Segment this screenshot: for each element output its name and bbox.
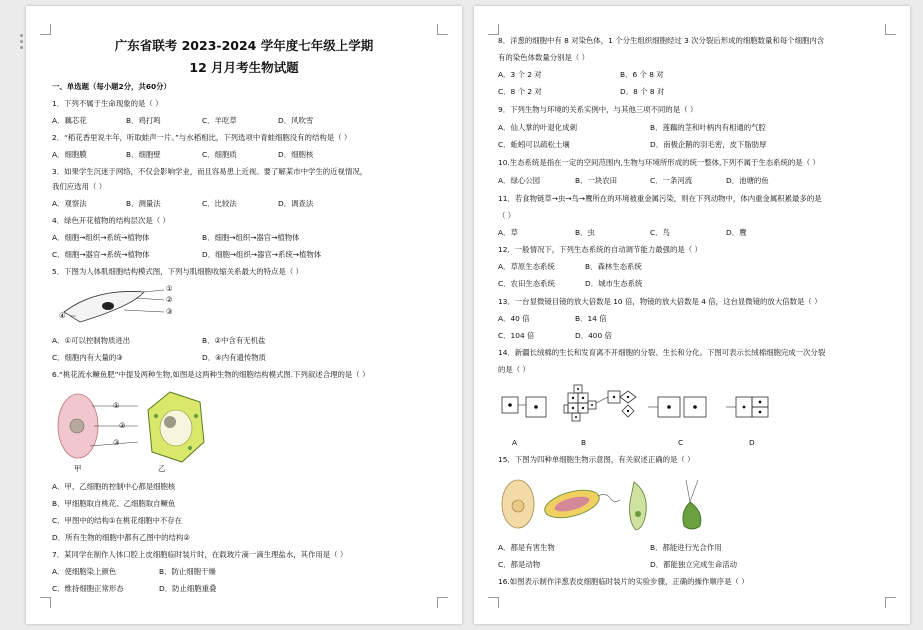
option: D．南极企鹅的羽毛密，皮下脂肪厚 bbox=[650, 140, 767, 149]
diagram-label: ② bbox=[119, 421, 126, 430]
option: B．14 倍 bbox=[575, 314, 607, 323]
option: A．仙人掌的叶退化成刺 bbox=[498, 123, 577, 132]
question-stem: 1．下列不属于生命现象的是（ ） bbox=[52, 99, 163, 108]
option: B．莲藕的茎和叶柄内有相通的气腔 bbox=[650, 123, 766, 132]
option: C．农田生态系统 bbox=[498, 279, 555, 288]
muscle-cell-diagram bbox=[56, 282, 166, 330]
option: B．甲细胞取自桃花、乙细胞取自鳜鱼 bbox=[52, 499, 176, 508]
diagram-label: D bbox=[749, 438, 755, 447]
option: D．④内有遗传物质 bbox=[202, 353, 267, 362]
option: A．草原生态系统 bbox=[498, 262, 555, 271]
question-stem: 5．下图为人体肌细胞结构模式图，下列与肌细胞收缩关系最大的特点是（ ） bbox=[52, 267, 303, 276]
diagram-label: ② bbox=[166, 295, 173, 304]
question-stem: 13．一台显微镜目镜的放大倍数是 10 倍，物镜的放大倍数是 4 倍，这台显微镜的放大倍数是（ ） bbox=[498, 297, 822, 306]
option: C．细胞内有大量的③ bbox=[52, 353, 123, 362]
corner-mark bbox=[40, 24, 51, 35]
question-stem: 14．新疆长绒棉的生长和发育离不开细胞的分裂、生长和分化。下图可表示长绒棉细胞完成一次分裂 bbox=[498, 348, 826, 357]
option: D．鹰 bbox=[726, 228, 747, 237]
option: D．400 倍 bbox=[575, 331, 612, 340]
option: D．细胞核 bbox=[278, 150, 314, 159]
option: A．使细胞染上颜色 bbox=[52, 567, 117, 576]
question-stem: 12．一般情况下，下列生态系统的自动调节能力最强的是（ ） bbox=[498, 245, 702, 254]
option: B．②中含有无机盐 bbox=[202, 336, 266, 345]
diagram-label: C bbox=[678, 438, 684, 447]
option: C．细胞质 bbox=[202, 150, 237, 159]
option: A．40 倍 bbox=[498, 314, 530, 323]
corner-mark bbox=[488, 597, 499, 608]
cell-division-diagram bbox=[498, 381, 788, 427]
section-heading: 一、单选题（每小题2分，共60分） bbox=[52, 82, 171, 91]
diagram-label: ④ bbox=[59, 311, 66, 320]
option: A．都是有害生物 bbox=[498, 543, 555, 552]
corner-mark bbox=[40, 597, 51, 608]
option: A．观察法 bbox=[52, 199, 87, 208]
option: C．维持细胞正常形态 bbox=[52, 584, 124, 593]
option: A．草 bbox=[498, 228, 518, 237]
option: A．细胞膜 bbox=[52, 150, 87, 159]
option: C．比较法 bbox=[202, 199, 237, 208]
single-cell-organisms-diagram bbox=[498, 472, 728, 536]
question-stem: 2．“稻花香里说丰年，听取蛙声一片。”与水稻相比，下列选项中青蛙细胞没有的结构是（ ） bbox=[52, 133, 352, 142]
question-stem: 3．如果学生沉迷于网络，不仅会影响学业，而且容易患上近视。要了解某市中学生的近视情况， bbox=[52, 167, 368, 176]
option: D．风吹雪 bbox=[278, 116, 314, 125]
option: C．细胞→器官→系统→植物体 bbox=[52, 250, 150, 259]
question-stem: 15．下图为四种单细胞生物示意图，有关叙述正确的是（ ） bbox=[498, 455, 695, 464]
option: D．池塘的鱼 bbox=[726, 176, 769, 185]
question-stem: 6.“桃花流水鳜鱼肥”中提及两种生物,如图是这两种生物的细胞结构模式图.下列叙述合理的是（ ） bbox=[52, 370, 370, 379]
corner-mark bbox=[885, 597, 896, 608]
option: D．防止细胞重叠 bbox=[159, 584, 217, 593]
diagram-label: ③ bbox=[113, 438, 120, 447]
corner-mark bbox=[885, 24, 896, 35]
option: A．藕芯花 bbox=[52, 116, 87, 125]
option: B．细胞壁 bbox=[126, 150, 161, 159]
option: B．6 个 8 对 bbox=[620, 70, 664, 79]
question-stem: 7．某同学在制作人体口腔上皮细胞临时装片时，在载玻片滴一滴生理盐水，其作用是（ ） bbox=[52, 550, 348, 559]
diagram-label: ③ bbox=[166, 307, 173, 316]
option: C．鸟 bbox=[650, 228, 670, 237]
corner-mark bbox=[437, 597, 448, 608]
question-stem: 4．绿色开花植物的结构层次是（ ） bbox=[52, 216, 170, 225]
exam-subtitle: 12 月月考生物试题 bbox=[189, 60, 299, 75]
option: B．都能进行光合作用 bbox=[650, 543, 722, 552]
option: D．调查法 bbox=[278, 199, 314, 208]
question-stem-cont: 有的染色体数量分别是（ ） bbox=[498, 53, 590, 62]
option: C．104 倍 bbox=[498, 331, 535, 340]
option: C．都是动物 bbox=[498, 560, 541, 569]
question-stem: 10.生态系统是指在一定的空间范围内,生物与环境所形成的统一整体,下列不属于生态系统的是（ ） bbox=[498, 158, 820, 167]
option: D．所有生物的细胞中都有乙图中的结构② bbox=[52, 533, 190, 542]
cell-diagram bbox=[52, 386, 222, 466]
option: A．细胞→组织→系统→植物体 bbox=[52, 233, 150, 242]
exam-title: 广东省联考 2023-2024 学年度七年级上学期 bbox=[114, 38, 374, 53]
option: C．羊吃草 bbox=[202, 116, 237, 125]
option: D．城市生态系统 bbox=[585, 279, 643, 288]
corner-mark bbox=[437, 24, 448, 35]
option: C．8 个 2 对 bbox=[498, 87, 542, 96]
question-stem: 9．下列生物与环境的关系实例中，与其他三项不同的是（ ） bbox=[498, 105, 698, 114]
question-stem-cont: 的是（ ） bbox=[498, 365, 530, 374]
question-stem: 16.如图表示制作洋葱表皮细胞临时装片的实验步骤，正确的操作顺序是（ ） bbox=[498, 577, 749, 586]
corner-mark bbox=[488, 24, 499, 35]
option: B．鸡打鸣 bbox=[126, 116, 161, 125]
diagram-label: ① bbox=[166, 284, 173, 293]
question-stem: 8．洋葱的细胞中有 8 对染色体，1 个分生组织细胞经过 3 次分裂后形成的细胞数量和每个细胞内含 bbox=[498, 36, 825, 45]
option: D．都能独立完成生命活动 bbox=[650, 560, 737, 569]
diagram-label: A bbox=[512, 438, 518, 447]
option: B．虫 bbox=[575, 228, 595, 237]
cell-label-b: 乙 bbox=[158, 464, 166, 473]
option: B．防止细胞干燥 bbox=[159, 567, 216, 576]
option: B．森林生态系统 bbox=[585, 262, 642, 271]
cell-label-a: 甲 bbox=[74, 464, 82, 473]
option: A．绿心公园 bbox=[498, 176, 541, 185]
option: D．8 个 8 对 bbox=[620, 87, 665, 96]
option: D．细胞→组织→器官→系统→植物体 bbox=[202, 250, 322, 259]
document-page-1 bbox=[26, 6, 462, 624]
option: C．蚯蚓可以疏松土壤 bbox=[498, 140, 570, 149]
diagram-label: ① bbox=[113, 401, 120, 410]
question-stem-cont: （ ） bbox=[498, 211, 516, 220]
question-stem-cont: 我们应选用（ ） bbox=[52, 182, 107, 191]
option: B．一块农田 bbox=[575, 176, 618, 185]
option: A．3 个 2 对 bbox=[498, 70, 542, 79]
option: A．甲、乙细胞的控制中心都是细胞核 bbox=[52, 482, 176, 491]
option: A．①可以控制物质进出 bbox=[52, 336, 131, 345]
document-page-2 bbox=[474, 6, 910, 624]
question-stem: 11．若食物链草→虫→鸟→鹰所在的环境被重金属污染，则在下列动物中，体内重金属积累最多的是 bbox=[498, 194, 822, 203]
option: C．甲图中的结构①在桃花细胞中不存在 bbox=[52, 516, 183, 525]
option: B．测量法 bbox=[126, 199, 161, 208]
diagram-label: B bbox=[581, 438, 587, 447]
option: B．细胞→组织→器官→植物体 bbox=[202, 233, 300, 242]
option: C．一条河流 bbox=[650, 176, 693, 185]
